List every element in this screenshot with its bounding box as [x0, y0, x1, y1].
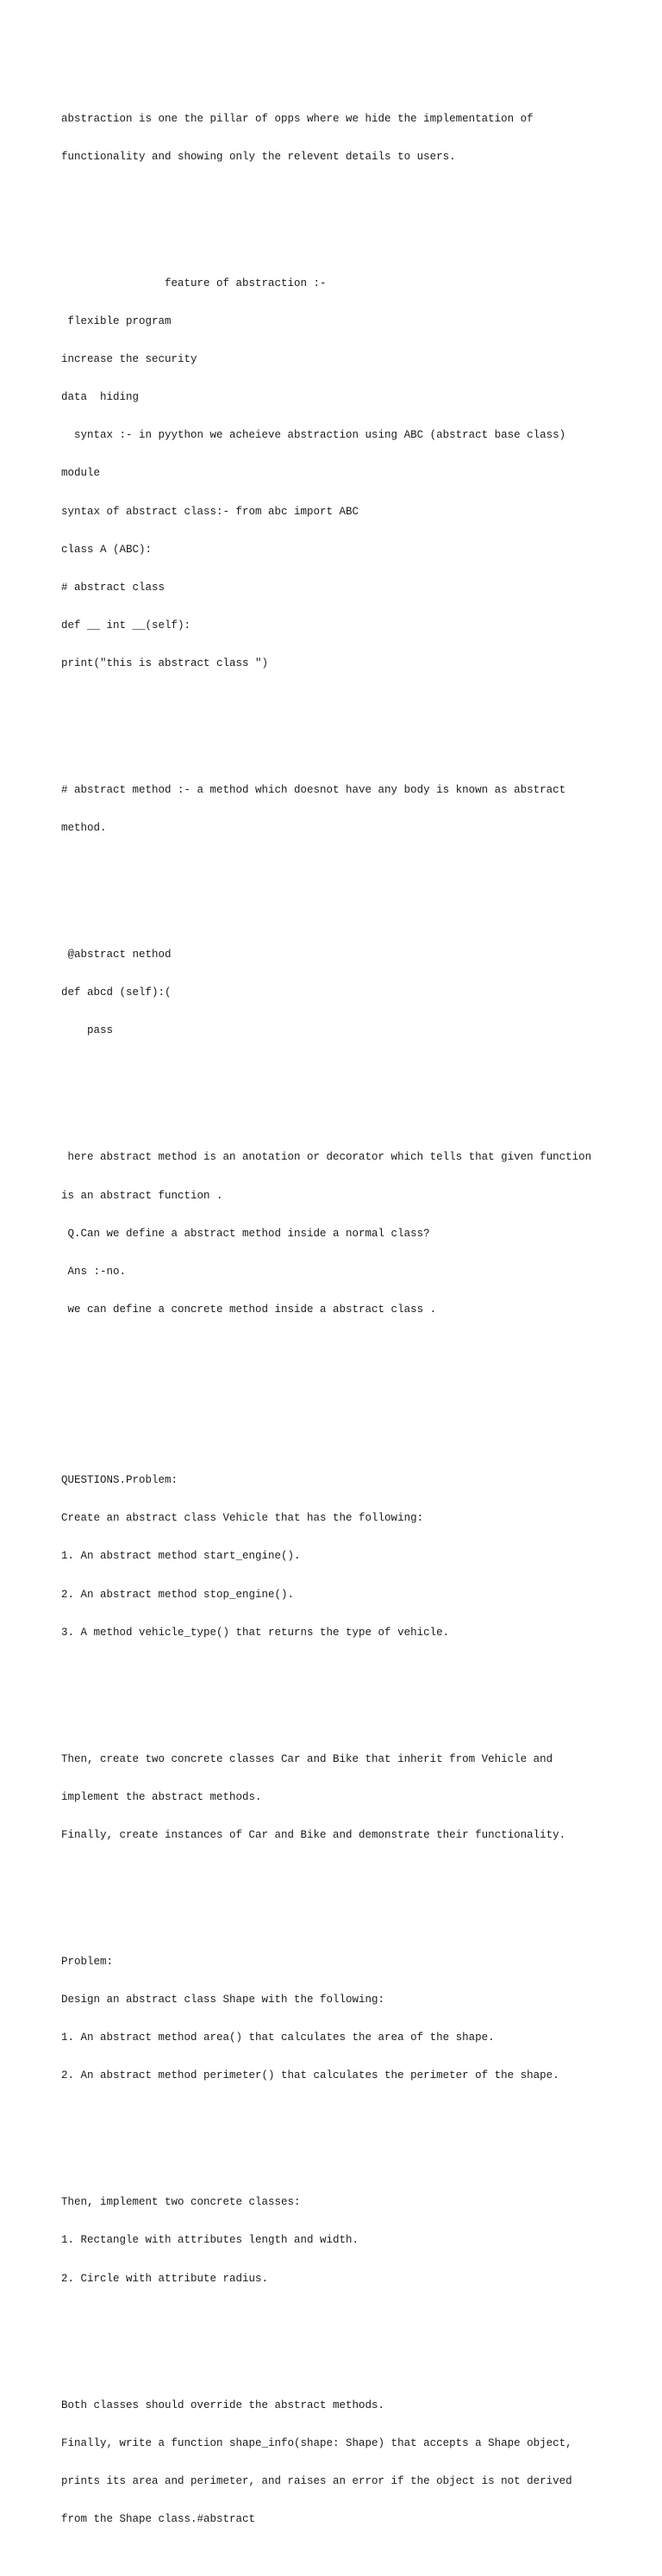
question-line: Q.Can we define a abstract method inside a normal class?: [61, 1227, 430, 1240]
text-line: Then, implement two concrete classes:: [61, 2196, 301, 2209]
code-line: class A (ABC):: [61, 543, 153, 556]
code-line: # abstract class: [61, 581, 166, 594]
problem-shape-classes: [61, 2171, 630, 2311]
code-line: print("this is abstract class "): [61, 657, 269, 670]
problem-shape: [61, 1931, 630, 2108]
code-line: pass: [61, 1024, 114, 1037]
text-line: # abstract method :- a method which doesnot have any body is known as abstract: [61, 784, 566, 797]
text-line: method.: [61, 822, 107, 835]
problem-vehicle: [61, 1449, 630, 1664]
text-line: syntax of abstract class:- from abc import ABC: [61, 505, 359, 518]
blank-line: [61, 1088, 630, 1101]
blank-line: [61, 721, 630, 734]
blank-line: [61, 2133, 630, 2146]
list-item: 1. An abstract method start_engine().: [61, 1550, 301, 1563]
notes-section: [61, 1126, 630, 1341]
text-line: functionality and showing only the relevent details to users.: [61, 150, 456, 163]
blank-line: [61, 1689, 630, 1702]
problem-vehicle-followup: [61, 1727, 630, 1867]
blank-line: [61, 1404, 630, 1423]
problem-shape-final: [61, 2374, 630, 2551]
text-line: prints its area and perimeter, and raises an error if the object is not derived: [61, 2474, 572, 2487]
text-line: Design an abstract class Shape with the following:: [61, 1994, 385, 2007]
list-item: 2. An abstract method stop_engine().: [61, 1588, 295, 1601]
text-line: syntax :- in pyython we acheieve abstraction using ABC (abstract base class): [61, 429, 566, 442]
code-snippet: [61, 924, 630, 1063]
text-line: implement the abstract methods.: [61, 1790, 262, 1803]
section-heading: feature of abstraction :-: [61, 277, 327, 289]
document-body: [61, 62, 630, 2576]
text-line: is an abstract function .: [61, 1189, 223, 1202]
problem-heading: QUESTIONS.Problem:: [61, 1474, 178, 1487]
text-line: abstraction is one the pillar of opps where we hide the implementation of: [61, 112, 534, 125]
text-line: data hiding: [61, 391, 140, 404]
list-item: 1. An abstract method area() that calculates the area of the shape.: [61, 2032, 495, 2044]
text-line: flexible program: [61, 315, 172, 328]
list-item: 3. A method vehicle_type() that returns the type of vehicle.: [61, 1626, 450, 1639]
abstract-method-definition: [61, 759, 630, 861]
blank-line: [61, 1892, 630, 1905]
code-line: @abstract nethod: [61, 949, 172, 961]
text-line: increase the security: [61, 353, 197, 366]
text-line: Then, create two concrete classes Car and Bike that inherit from Vehicle and: [61, 1752, 553, 1765]
text-line: Both classes should override the abstract methods.: [61, 2399, 385, 2411]
code-line: def __ int __(self):: [61, 619, 191, 632]
text-line: Create an abstract class Vehicle that has the following:: [61, 1512, 424, 1525]
text-line: module: [61, 467, 101, 480]
features-section: [61, 252, 630, 696]
answer-line: Ans :-no.: [61, 1265, 127, 1278]
text-line: here abstract method is an anotation or decorator which tells that given function: [61, 1151, 592, 1164]
blank-line: [61, 1366, 630, 1379]
problem-heading: Problem:: [61, 1955, 114, 1968]
list-item: 1. Rectangle with attributes length and width.: [61, 2234, 359, 2247]
text-line: Finally, create instances of Car and Bike and demonstrate their functionality.: [61, 1828, 566, 1841]
list-item: 2. An abstract method perimeter() that calculates the perimeter of the shape.: [61, 2069, 559, 2082]
text-line: Finally, write a function shape_info(shape: Shape) that accepts a Shape object,: [61, 2436, 572, 2449]
intro-paragraph: [61, 87, 630, 189]
list-item: 2. Circle with attribute radius.: [61, 2272, 269, 2285]
text-line: we can define a concrete method inside a abstract class .: [61, 1303, 437, 1316]
blank-line: [61, 214, 630, 227]
blank-line: [61, 886, 630, 899]
blank-line: [61, 2336, 630, 2349]
code-line: def abcd (self):(: [61, 986, 172, 999]
text-line: from the Shape class.#abstract: [61, 2512, 256, 2525]
